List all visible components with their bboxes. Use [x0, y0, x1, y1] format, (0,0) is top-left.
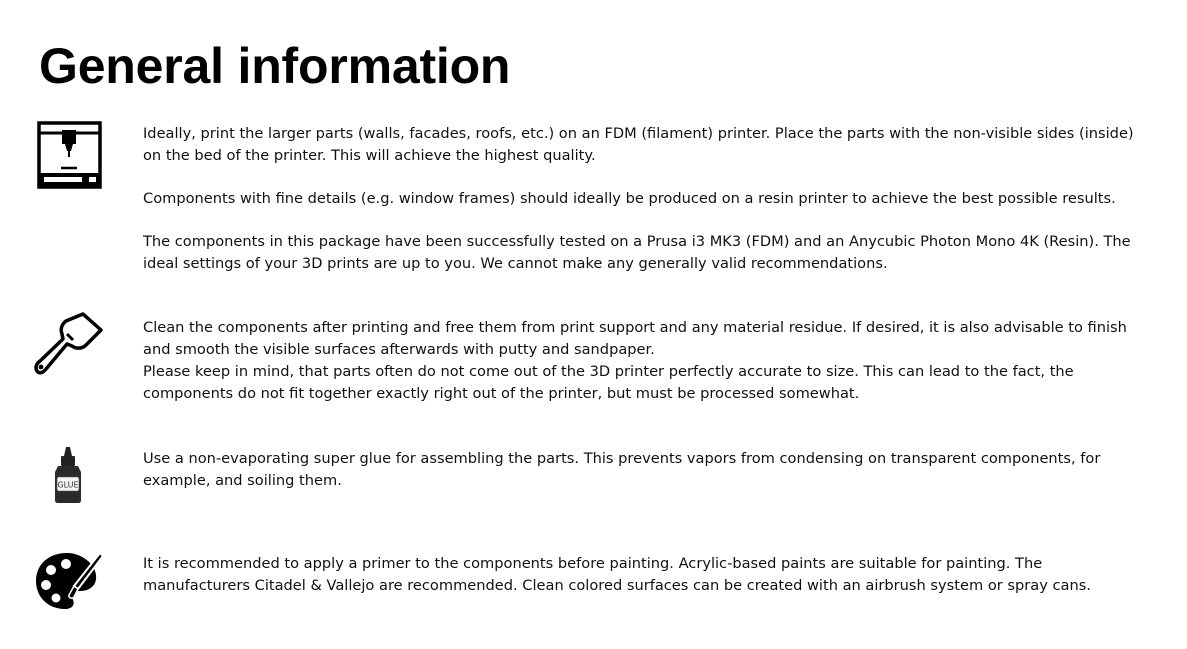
section-painting-text	[143, 553, 1143, 597]
paragraph: Components with fine details (e.g. window frames) should ideally be produced on a resin printer to achieve the best possible results.	[143, 190, 1116, 207]
section-glue-text	[143, 448, 1143, 492]
3d-printer-icon	[37, 121, 102, 189]
spatula-icon	[34, 311, 104, 381]
glue-bottle-icon	[50, 446, 86, 504]
glue-label: GLUE	[57, 480, 79, 490]
paragraph: Ideally, print the larger parts (walls, facades, roofs, etc.) on an FDM (filament) printer. Place the parts with the non-visible sides (inside) on the bed of the printer. This will achieve the highest quality.	[143, 125, 1134, 164]
paragraph: Clean the components after printing and free them from print support and any material residue. If desired, it is also advisable to finish and smooth the visible surfaces afterwards with putty and sandpaper.	[143, 319, 1127, 358]
paragraph: Use a non-evaporating super glue for assembling the parts. This prevents vapors from condensing on transparent components, for example, and soiling them.	[143, 450, 1101, 489]
paragraph: The components in this package have been successfully tested on a Prusa i3 MK3 (FDM) and an Anycubic Photon Mono 4K (Resin). The ideal settings of your 3D prints are up to you. We cannot make any generally valid recommendations.	[143, 233, 1131, 272]
paragraph: It is recommended to apply a primer to the components before painting. Acrylic-based paints are suitable for painting. The manufacturers Citadel & Vallejo are recommended. Clean colored surfaces can be created with an airbrush system or spray cans.	[143, 555, 1091, 594]
section-printing-text	[143, 123, 1143, 275]
paint-palette-icon	[34, 551, 104, 611]
paragraph: Please keep in mind, that parts often do not come out of the 3D printer perfectly accurate to size. This can lead to the fact, the components do not fit together exactly right out of the printer, but must be processed somewhat.	[143, 363, 1074, 402]
page-title: General information	[39, 38, 511, 94]
section-cleaning-text	[143, 317, 1143, 405]
